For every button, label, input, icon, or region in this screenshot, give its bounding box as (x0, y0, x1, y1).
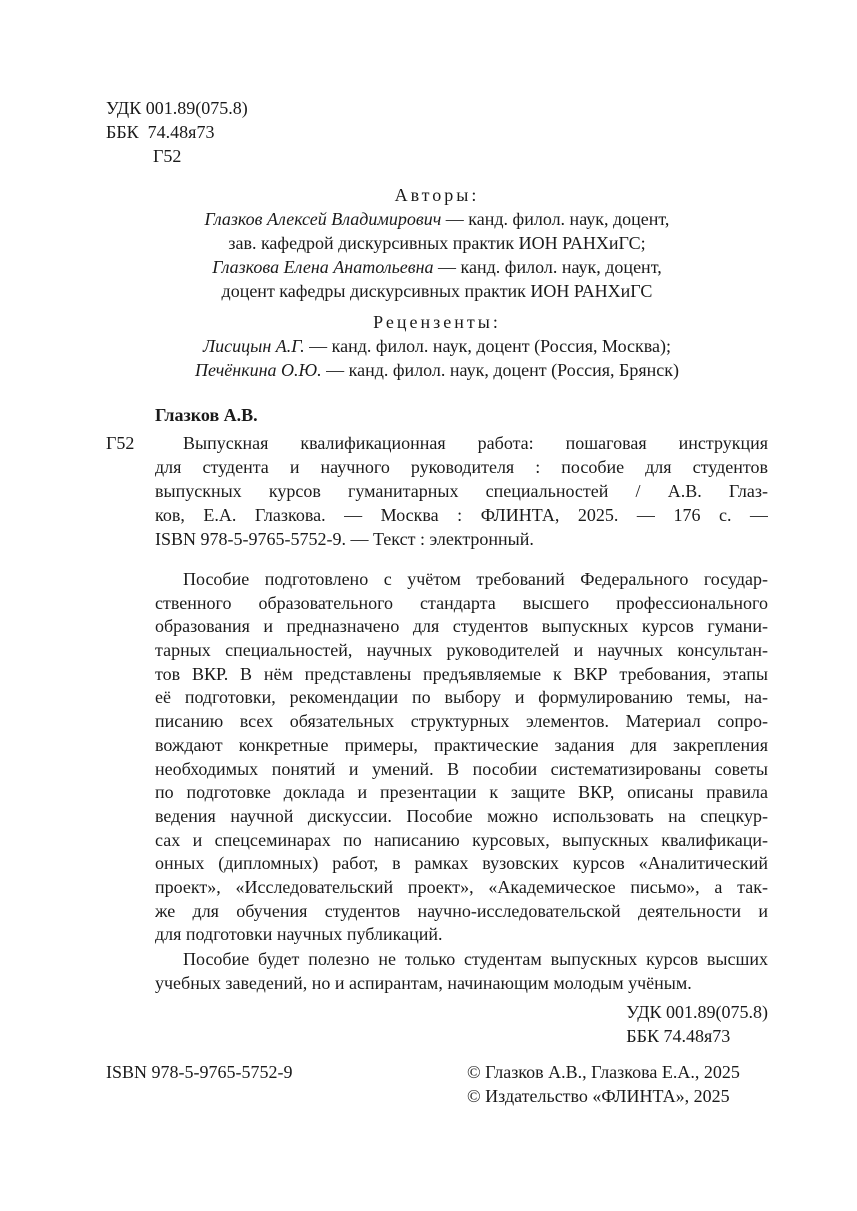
annotation-line: вождают конкретные примеры, практические задания для закрепления (155, 734, 768, 755)
udk-code: УДК 001.89(075.8) (106, 98, 248, 118)
annotation-line: образования и предназначено для студентов выпускных курсов гумани- (155, 616, 768, 637)
annotation-line: проект», «Исследовательский проект», «Академическое письмо», а так- (155, 876, 768, 897)
annotation-line: Пособие подготовлено с учётом требований Федерального государ- (183, 569, 768, 589)
annotation-line: тарных специальностей, научных руководителей и научных консультан- (155, 640, 768, 661)
annotation-line: ведения научной дискуссии. Пособие можно использовать на спецкур- (155, 805, 768, 826)
authors-heading: Авторы: (394, 185, 480, 205)
authors-block (106, 183, 768, 303)
annotation-line: необходимых понятий и умений. В пособии систематизированы советы (155, 758, 768, 779)
author-sign: Г52 (153, 146, 182, 166)
bbk-code: ББК 74.48я73 (106, 122, 215, 142)
annotation-line: же для обучения студентов научно-исследовательской деятельности и (155, 900, 768, 921)
reviewer-name: Лисицын А.Г. (202, 336, 305, 356)
bib-line: выпускных курсов гуманитарных специальностей / А.В. Глаз- (155, 481, 768, 501)
annotation-line: по подготовке доклада и презентации к защите ВКР, описаны правила (155, 782, 768, 803)
reviewer-info: — канд. филол. наук, доцент (Россия, Брянск) (321, 360, 680, 380)
isbn: ISBN 978-5-9765-5752-9 (106, 1062, 293, 1082)
classification-block (106, 96, 248, 168)
author-degree: — канд. филол. наук, доцент, (433, 257, 662, 277)
copyright-publisher: © Издательство «ФЛИНТА», 2025 (467, 1086, 730, 1106)
annotation-bbk: ББК 74.48я73 (626, 1026, 731, 1046)
reviewer-1 (106, 334, 768, 358)
bibliographic-description (155, 431, 768, 551)
author-1 (106, 207, 768, 231)
author-2 (106, 255, 768, 279)
copyright-authors: © Глазков А.В., Глазкова Е.А., 2025 (467, 1062, 740, 1082)
annotation-line: учебных заведений, но и аспирантам, начинающим молодым учёным. (155, 972, 692, 993)
annotation-line: для подготовки научных публикаций. (155, 924, 443, 945)
annotation-codes (626, 1000, 768, 1048)
annotation-line: Пособие будет полезно не только студентам выпускных курсов высших (183, 949, 768, 969)
reviewer-info: — канд. филол. наук, доцент (Россия, Москва); (304, 336, 672, 356)
author-name: Глазкова Елена Анатольевна (212, 257, 434, 277)
reviewer-2 (106, 358, 768, 382)
reviewers-heading: Рецензенты: (373, 312, 501, 332)
reviewers-block (106, 310, 768, 382)
bibliography-sign: Г52 (106, 433, 135, 453)
annotation-line: писанию всех обязательных структурных элементов. Материал сопро- (155, 711, 768, 732)
bib-line: ISBN 978-5-9765-5752-9. — Текст : электронный. (155, 529, 534, 549)
annotation (155, 568, 768, 995)
annotation-line: ственного образовательного стандарта высшего профессионального (155, 592, 768, 613)
copyright-block (467, 1060, 740, 1108)
reviewer-name: Печёнкина О.Ю. (194, 360, 322, 380)
bib-line: ков, Е.А. Глазкова. — Москва : ФЛИНТА, 2025. — 176 с. — (155, 505, 768, 525)
bib-line: для студента и научного руководителя : пособие для студентов (155, 457, 768, 477)
annotation-udk: УДК 001.89(075.8) (626, 1002, 768, 1022)
annotation-line: тов ВКР. В нём представлены предъявляемые к ВКР требования, этапы (155, 663, 768, 684)
annotation-line: сах и спецсеминарах по написанию курсовых, выпускных квалификаци- (155, 829, 768, 850)
annotation-line: её подготовки, рекомендации по выбору и формулированию темы, на- (155, 687, 768, 708)
bib-line: Выпускная квалификационная работа: пошаговая инструкция (183, 433, 768, 453)
main-author: Глазков А.В. (155, 405, 258, 425)
author-name: Глазков Алексей Владимирович (204, 209, 442, 229)
author-1-position: зав. кафедрой дискурсивных практик ИОН РАНХиГС; (228, 233, 646, 253)
annotation-line: онных (дипломных) работ, в рамках вузовских курсов «Аналитический (155, 853, 768, 874)
author-2-position: доцент кафедры дискурсивных практик ИОН РАНХиГС (221, 281, 653, 301)
author-degree: — канд. филол. наук, доцент, (441, 209, 670, 229)
